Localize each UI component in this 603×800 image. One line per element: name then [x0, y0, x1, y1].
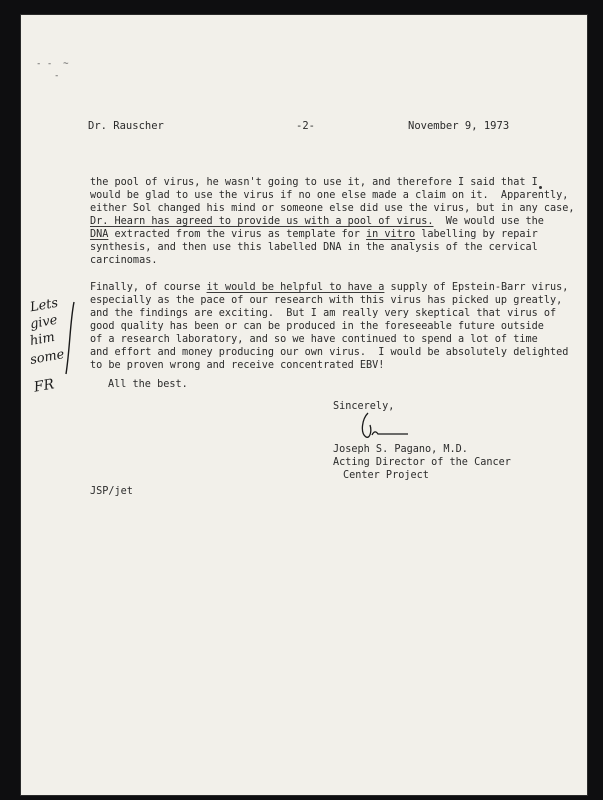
- sincerely: Sincerely,: [333, 401, 395, 412]
- letter-date: November 9, 1973: [408, 120, 510, 132]
- body-line: Dr. Hearn has agreed to provide us with a pool of virus. We would use the: [90, 216, 544, 227]
- body-line: especially as the pace of our research with this virus has picked up greatly,: [90, 295, 563, 306]
- body-line: DNA extracted from the virus as template for in vitro labelling by repair: [90, 229, 538, 240]
- signer-title: Acting Director of the Cancer: [333, 457, 511, 468]
- underlined-word: DNA: [90, 229, 109, 240]
- body-line: of a research laboratory, and so we have continued to spend a lot of time: [90, 334, 538, 345]
- body-line: Finally, of course it would be helpful to have a supply of Epstein-Barr virus,: [90, 282, 569, 293]
- recipient-header: Dr. Rauscher: [88, 120, 164, 132]
- body-line: good quality has been or can be produced in the foreseeable future outside: [90, 321, 544, 332]
- body-line: to be proven wrong and receive concentrated EBV!: [90, 360, 385, 371]
- underlined-phrase: Dr. Hearn has agreed to provide us with a pool of virus.: [90, 216, 434, 227]
- page-number: -2-: [296, 120, 315, 132]
- margin-bracket: [64, 300, 78, 376]
- body-line: either Sol changed his mind or someone else did use the virus, but in any case,: [90, 203, 575, 214]
- body-line: would be glad to use the virus if no one else made a claim on it. Apparently,: [90, 190, 569, 201]
- letter-page: [20, 14, 588, 796]
- underlined-phrase: in vitro: [366, 229, 416, 240]
- margin-note-line: some: [28, 347, 66, 368]
- body-line: synthesis, and then use this labelled DNA in the analysis of the cervical: [90, 242, 538, 253]
- signer-name: Joseph S. Pagano, M.D.: [333, 444, 468, 455]
- body-line: carcinomas.: [90, 255, 158, 266]
- margin-note-initials: FR: [32, 376, 56, 396]
- paper-mark: -: [54, 71, 60, 81]
- closing-line: All the best.: [108, 379, 188, 390]
- body-line: and the findings are exciting. But I am really very skeptical that virus of: [90, 308, 557, 319]
- typist-initials: JSP/jet: [90, 486, 133, 497]
- margin-note-line: give: [28, 312, 59, 333]
- underlined-phrase: it would be helpful to have a: [206, 282, 385, 293]
- body-line: and effort and money producing our own virus. I would be absolutely delighted: [90, 347, 569, 358]
- signer-title: Center Project: [343, 470, 429, 481]
- handwritten-signature: [350, 409, 410, 443]
- margin-note-line: Lets: [28, 295, 60, 316]
- body-line: the pool of virus, he wasn't going to use it, and therefore I said that I: [90, 177, 538, 188]
- ink-dot: [539, 186, 542, 189]
- paper-mark: - - ~: [36, 59, 69, 69]
- margin-note-line: him: [28, 329, 56, 350]
